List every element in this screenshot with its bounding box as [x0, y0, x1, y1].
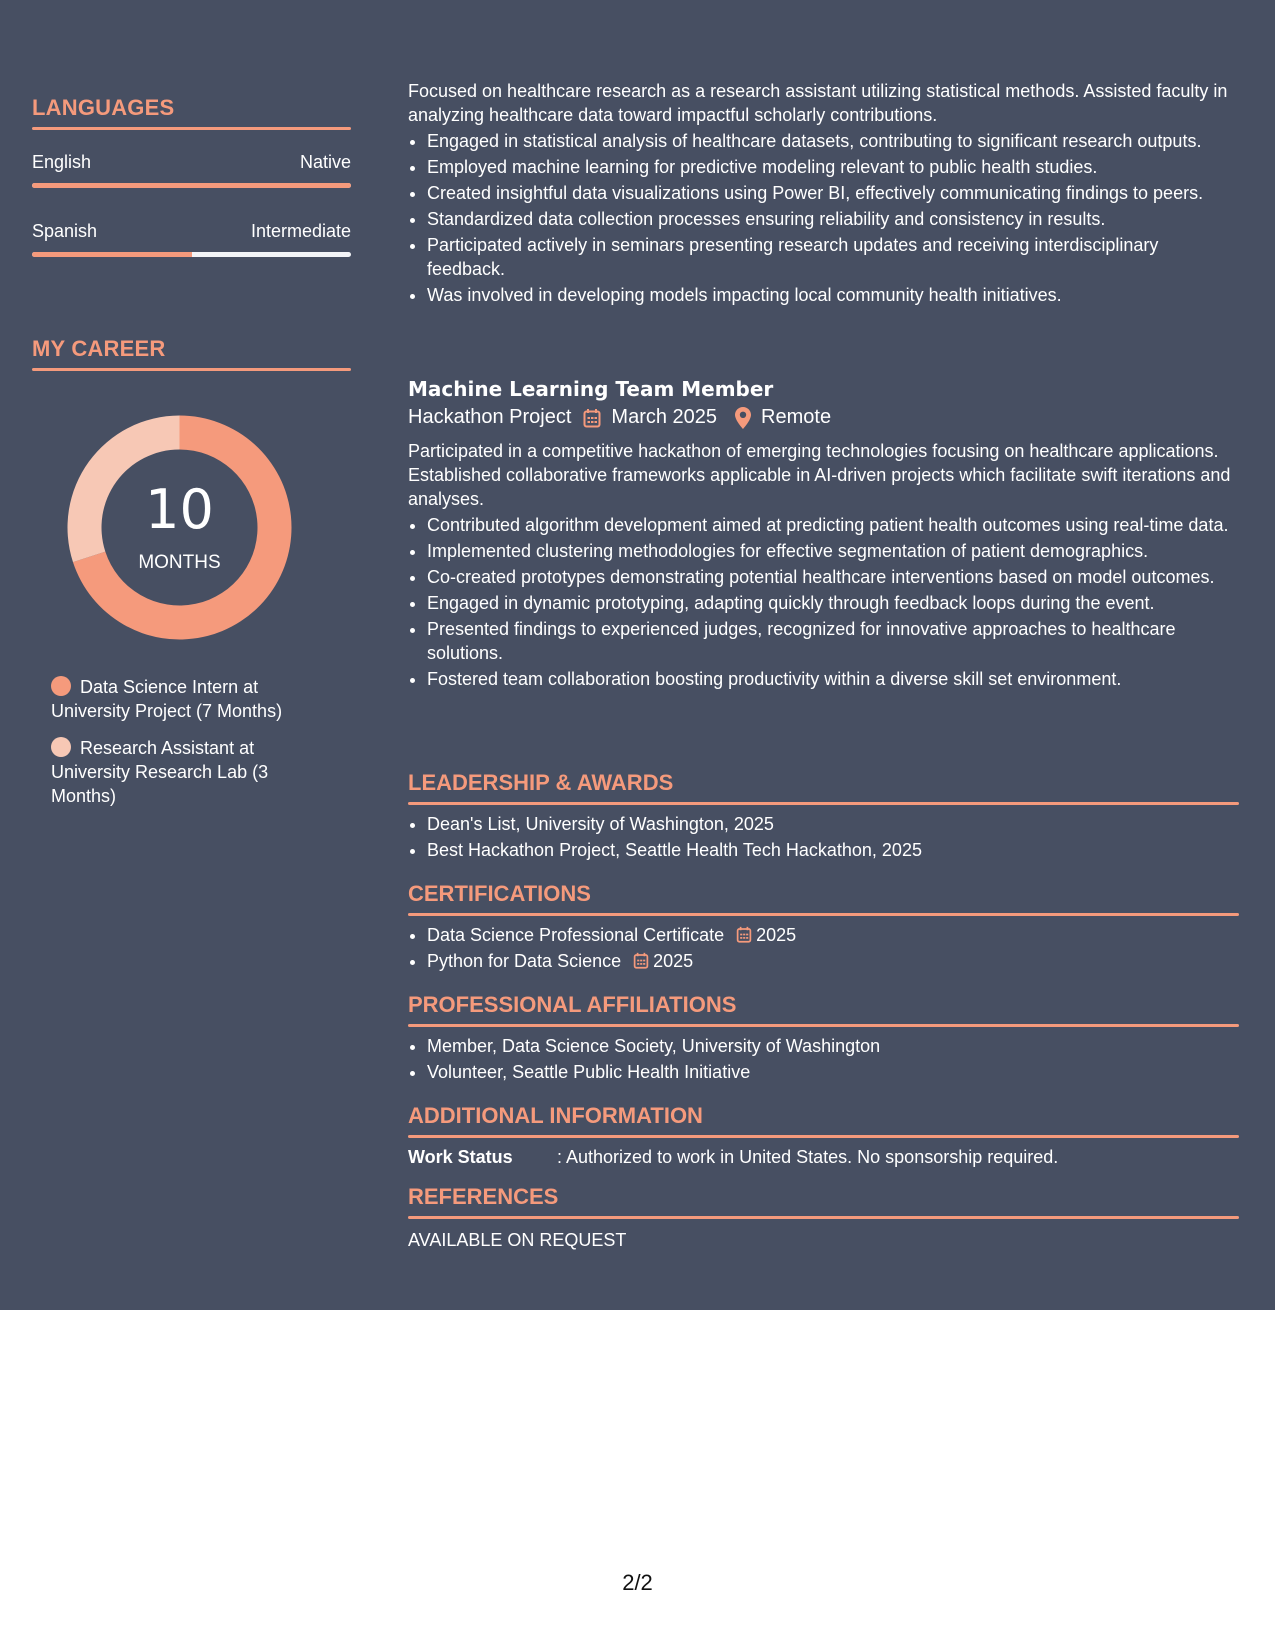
language-name: English [32, 152, 92, 172]
awards-section [408, 770, 1239, 862]
career-rule [32, 368, 351, 371]
additional-info-section [408, 1103, 1239, 1169]
job-location: Remote [761, 406, 832, 428]
references-text: AVAILABLE ON REQUEST [408, 1230, 627, 1250]
calendar-icon [583, 408, 601, 428]
awards-rule [408, 802, 1239, 805]
certification-year: 2025 [653, 951, 694, 971]
languages-rule [32, 127, 351, 130]
career-legend-label: Data Science Intern at University Project (7 Months) [51, 677, 283, 721]
language-bar [32, 252, 351, 257]
work-status-row [408, 1145, 1239, 1169]
job-bullet: • Was involved in developing models impacting local community health initiatives. [427, 283, 1239, 307]
job-bullet: • Implemented clustering methodologies for effective segmentation of patient demographics. [427, 539, 1239, 563]
affiliation-item: • Member, Data Science Society, University of Washington [427, 1034, 1239, 1058]
award-item: • Best Hackathon Project, Seattle Health Tech Hackathon, 2025 [427, 838, 1239, 862]
languages-title: LANGUAGES [32, 95, 175, 120]
job-bullet: • Contributed algorithm development aimed at predicting patient health outcomes using real-time data. [427, 513, 1239, 537]
job-meta [408, 406, 1239, 429]
calendar-icon [633, 952, 649, 969]
career-legend-label: Research Assistant at University Research Lab (3 Months) [51, 738, 269, 806]
career-section [32, 336, 351, 371]
job-bullet: • Presented findings to experienced judges, recognized for innovative approaches to healthcare solutions. [427, 617, 1239, 665]
job-bullet: • Engaged in statistical analysis of healthcare datasets, contributing to significant research outputs. [427, 129, 1239, 153]
language-level: Intermediate [250, 221, 351, 241]
certifications-section [408, 881, 1239, 973]
certification-name: Python for Data Science [427, 951, 622, 971]
additional-info-title: ADDITIONAL INFORMATION [408, 1103, 703, 1128]
job-bullet: • Fostered team collaboration boosting productivity within a diverse skill set environment. [427, 667, 1239, 691]
language-bar [32, 183, 351, 188]
affiliations-section [408, 992, 1239, 1084]
legend-dot-icon [51, 676, 71, 696]
job-bullet-list [408, 129, 1239, 307]
career-total-number: 10 [145, 478, 214, 541]
calendar-icon [736, 926, 752, 943]
job-bullet: • Created insightful data visualizations using Power BI, effectively communicating findings to peers. [427, 181, 1239, 205]
career-legend-item [51, 675, 311, 723]
language-name: Spanish [32, 221, 98, 241]
certifications-title: CERTIFICATIONS [408, 881, 591, 906]
career-total-unit: MONTHS [138, 552, 221, 573]
award-item: • Dean's List, University of Washington, 2025 [427, 812, 1239, 836]
career-donut-chart [67, 415, 292, 640]
references-title: REFERENCES [408, 1184, 559, 1209]
job-title: Machine Learning Team Member [408, 377, 774, 401]
career-title: MY CAREER [32, 336, 166, 361]
language-spanish [32, 221, 351, 257]
location-pin-icon [735, 407, 751, 429]
job-date: March 2025 [611, 406, 718, 428]
affiliations-title: PROFESSIONAL AFFILIATIONS [408, 992, 737, 1017]
additional-info-rule [408, 1135, 1239, 1138]
language-bar-fill [32, 252, 192, 257]
languages-section [32, 95, 351, 130]
job-bullet: • Co-created prototypes demonstrating potential healthcare interventions based on model outcomes. [427, 565, 1239, 589]
certification-year: 2025 [756, 925, 797, 945]
legend-dot-icon [51, 737, 71, 757]
awards-title: LEADERSHIP & AWARDS [408, 770, 674, 795]
affiliation-item: • Volunteer, Seattle Public Health Initiative [427, 1060, 1239, 1084]
language-english [32, 152, 351, 188]
previous-job-details [408, 79, 1239, 307]
job-bullet: • Employed machine learning for predictive modeling relevant to public health studies. [427, 155, 1239, 179]
work-status-label: Work Status [408, 1147, 513, 1167]
career-legend-item [51, 736, 311, 808]
language-bar-fill [32, 183, 351, 188]
page-number: 2/2 [622, 1570, 653, 1595]
job-summary: Participated in a competitive hackathon of emerging technologies focusing on healthcare applications. Established collaborative frameworks applicable in AI-driven projects which facilitate swift iterations and analyses. [408, 441, 1231, 509]
job-company: Hackathon Project [408, 406, 572, 428]
language-level: Native [299, 152, 351, 172]
certifications-list [408, 923, 1239, 973]
job-bullet: • Engaged in dynamic prototyping, adapting quickly through feedback loops during the event. [427, 591, 1239, 615]
certification-item [427, 923, 1239, 947]
job-entry [408, 377, 1239, 691]
affiliations-rule [408, 1024, 1239, 1027]
affiliations-list [408, 1034, 1239, 1084]
certification-item [427, 949, 1239, 973]
references-section [408, 1184, 1239, 1252]
references-rule [408, 1216, 1239, 1219]
career-legend [51, 675, 311, 808]
awards-list [408, 812, 1239, 862]
certification-name: Data Science Professional Certificate [427, 925, 725, 945]
certifications-rule [408, 913, 1239, 916]
job-bullet: • Standardized data collection processes ensuring reliability and consistency in results. [427, 207, 1239, 231]
job-bullet: • Participated actively in seminars presenting research updates and receiving interdisciplinary feedback. [427, 233, 1239, 281]
job-bullet-list [408, 513, 1239, 691]
job-summary: Focused on healthcare research as a research assistant utilizing statistical methods. Assisted faculty in analyzing healthcare data toward impactful scholarly contributions. [408, 81, 1228, 125]
work-status-value: : Authorized to work in United States. No sponsorship required. [557, 1147, 1059, 1167]
